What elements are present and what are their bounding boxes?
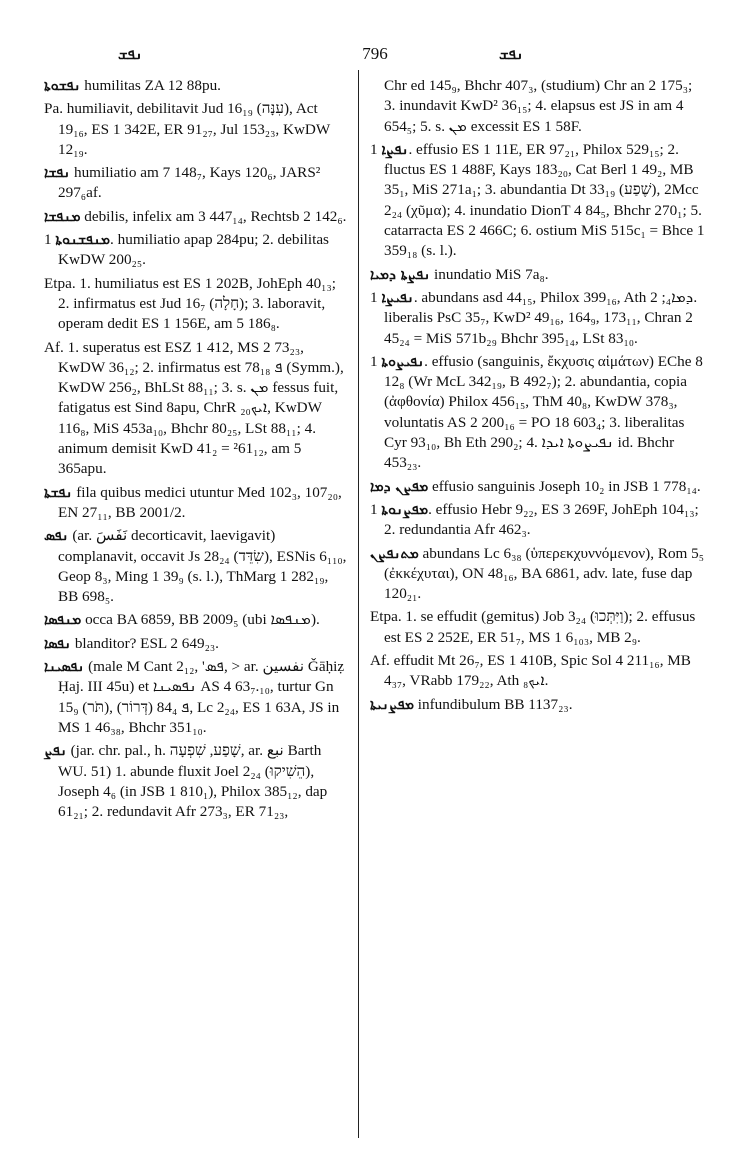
headword: ܡܦܨܢܝܬܐ bbox=[370, 696, 414, 713]
headword: ܢܦܣ bbox=[44, 528, 69, 545]
page-header bbox=[0, 44, 750, 66]
dictionary-entry bbox=[44, 274, 349, 335]
entry-text: 1. effusio ES 1 11E, ER 97₂₁, Philox 529₁₅; 2. fluctus ES 1 488F, Kays 183₂₀, Cat Berl 1 49₂, MB 35₁, MiS 271a₁; 3. abundantia Dt 33₁₉ (שֶׁפַע), 2Mcc 2₂₄ (χῦμα); 4. inundatio DionT 4 84₅, Bhchr 270₁; 5. catarracta ES 2 466C; 6. ostium MiS 515c₁ = Bhce 1 359₁₈ (s. l.). bbox=[370, 140, 705, 260]
entry-text: debilis, infelix am 3 447₁₄, Rechtsb 2 142₆. bbox=[80, 207, 347, 225]
dictionary-entry bbox=[370, 477, 706, 497]
dictionary-entry bbox=[370, 140, 706, 262]
headword: ܢܦܝܨܘܬܐ bbox=[381, 353, 425, 370]
dictionary-entry bbox=[44, 230, 349, 271]
dictionary-entry bbox=[44, 76, 349, 96]
entry-text: Af. effudit Mt 26₇, ES 1 410B, Spic Sol 4 211₁₆, MB 4₃₇, VRabb 179₂₂, Ath ܐܝܟ₈. bbox=[370, 652, 691, 690]
headword: ܢܦܨܐ bbox=[381, 141, 409, 158]
entry-text: infundibulum BB 1137₂₃. bbox=[413, 695, 573, 713]
dictionary-entry bbox=[44, 483, 349, 524]
headword: ܡܬܢܦܨܢ bbox=[370, 545, 419, 562]
headword: ܢܦܫܘܬܐ bbox=[44, 78, 81, 94]
dictionary-entry bbox=[44, 741, 349, 822]
entry-text: abundans Lc 6₃₈ (ὑπερεκχυννόμενον), Rom 5₅ (ἐκκέχυται), ON 48₁₆, BA 6861, adv. late, fuse dap 120₂₁. bbox=[384, 544, 705, 603]
entry-text: 1. humiliatio apap 284pu; 2. debilitas KwDW 200₂₅. bbox=[44, 231, 329, 269]
headword: ܡܢܦܫܐ bbox=[44, 208, 81, 225]
dictionary-entry bbox=[370, 500, 706, 541]
running-head-right: ܢܦܫ bbox=[499, 47, 524, 63]
right-column bbox=[370, 76, 706, 718]
entry-text: 1. abundans asd 44₁₅, Philox 399₁₆, Ath ܕܡܐ₄; 2. liberalis PsC 35₇, KwD² 49₁₆, 164₉, 173₁₁, Chran 2 45₂₄ = MiS 571b₂₉ Bhchr 395₁₄, LSt 83₁₀. bbox=[370, 288, 698, 347]
dictionary-entry bbox=[370, 265, 706, 285]
entry-text: blanditor? ESL 2 649₂₃. bbox=[71, 634, 219, 652]
dictionary-entry bbox=[44, 163, 349, 204]
dictionary-entry bbox=[370, 651, 706, 692]
entry-text: (jar. chr. pal., h. שָׁפַע, שִׁפְעָה, ar. نبع Barth WU. 51) 1. abunde fluxit Joel 2₂₄ (הֵשִׁיקוּ), Joseph 4₆ (in JSB 1 810₁), Philox 385₁₂, dap 61₂₁; 2. redundavit Afr 273₃, ER 71₂₃, bbox=[58, 742, 328, 821]
dictionary-entry bbox=[370, 288, 706, 349]
headword: ܢܦܣܐ bbox=[44, 635, 72, 652]
dictionary-entry bbox=[370, 695, 706, 715]
headword: ܢܦܫܐ bbox=[44, 165, 71, 182]
headword: ܢܦܣܝܢܐ bbox=[44, 659, 85, 676]
entry-text: occa BA 6859, BB 2009₅ (ubi ܡܢܦܣܐ). bbox=[81, 611, 320, 629]
entry-text: 1. effusio Hebr 9₂₂, ES 3 269F, JohEph 104₁₃; 2. redundantia Afr 462₃. bbox=[370, 500, 699, 539]
dictionary-entry bbox=[44, 99, 349, 160]
entry-text: Pa. humiliavit, debilitavit Jud 16₁₉ (עִנָּה), Act 19₁₆, ES 1 342E, ER 91₂₇, Jul 153₂₃, KwDW 12₁₉. bbox=[44, 100, 330, 158]
dictionary-entry bbox=[370, 352, 706, 474]
headword: ܡܢܦܫܢܘܬܐ bbox=[55, 232, 111, 249]
headword: ܢܦܫܬܐ bbox=[44, 484, 73, 501]
dictionary-entry bbox=[370, 544, 706, 605]
entry-text: Chr ed 145₉, Bhchr 407₃, (studium) Chr an 2 175₃; 3. inundavit KwD² 36₁₅; 4. elapsus est JS in am 4 654₅; 5. s. ܡܢ excessit ES 1 58F. bbox=[384, 77, 693, 135]
page-number: 796 bbox=[362, 44, 388, 63]
entry-text: fila quibus medici utuntur Med 102₃, 107₂₀, EN 27₁₁, BB 2001/2. bbox=[58, 483, 342, 521]
headword: ܢܦܝܨܐ bbox=[381, 289, 414, 306]
headword: ܢܦܨ bbox=[44, 743, 67, 760]
dictionary-entry bbox=[44, 634, 349, 654]
left-column bbox=[44, 76, 349, 825]
column-divider bbox=[358, 70, 359, 1138]
entry-text: effusio sanguinis Joseph 10₂ in JSB 1 778₁₄. bbox=[428, 477, 701, 495]
entry-text: humiliatio am 7 148₇, Kays 120₆, JARS² 297₆af. bbox=[58, 164, 321, 202]
headword: ܢܦܨܬܐ ܕܡܝܐ bbox=[370, 266, 431, 283]
entry-text: inundatio MiS 7a₈. bbox=[430, 265, 549, 283]
dictionary-entry bbox=[44, 610, 349, 630]
entry-text: Af. 1. superatus est ESZ 1 412, MS 2 73₂₃, KwDW 36₁₂; 2. infirmatus est ܦ 78₁₈ (Symm.), KwDW 256₂, BhLSt 88₁₁; 3. s. ܡܢ fessus fuit, fatigatus est Sind 8apu, ChrR ܐܝܟ₂₀, KwDW 116₈, MiS 453a₁₀, Bhchr 80₂₅, LSt 88₁₁; 4. animum demisit KwD 41₂ = ²61₁₂, am 5 365apu. bbox=[44, 338, 344, 478]
running-head-left: ܢܦܫ bbox=[118, 47, 143, 63]
headword: ܡܦܨܢܘܬܐ bbox=[381, 501, 429, 518]
dictionary-entry bbox=[44, 207, 349, 227]
dictionary-entry-continuation bbox=[370, 76, 706, 137]
entry-text: Etpa. 1. humiliatus est ES 1 202B, JohEph 40₁₃; 2. infirmatus est Jud 16₇ (חָלָה); 3. laboravit, operam dedit ES 1 156E, am 5 186₈. bbox=[44, 274, 336, 333]
dictionary-entry bbox=[44, 657, 349, 738]
entry-text: (ar. نَفَسَ decorticavit, laevigavit) complanavit, occavit Js 28₂₄ (שִׂדֵּד), ESNis 6₁₁₀, Geop 8₃, Ming 1 39₉ (s. l.), ThMarg 1 282₁₉, BB 698₅. bbox=[58, 527, 347, 606]
dictionary-entry bbox=[44, 338, 349, 480]
entry-text: humilitas ZA 12 88pu. bbox=[80, 77, 221, 94]
entry-text: Etpa. 1. se effudit (gemitus) Job 3₂₄ (וַיִּתְּכוּ); 2. effusus est ES 2 252E, ER 51₇, MS 1 6₁₀₃, MB 2₉. bbox=[370, 608, 696, 646]
entry-text: (male M Cant 2₁₂, 'ܦܣ, > ar. نفسين Ǧāḥiẓ Ḥaj. III 45u) et ܢܦܣܝܢܐ AS 4 63₇.₁₀, turtur Gn 15₉ (תֹּר), ܦ 84₄ (דְּרוֹר), Lc 2₂₄, ES 1 63A, JS in MS 1 46₃₈, Bhchr 351₁₀. bbox=[58, 658, 345, 736]
headword: ܡܦܨܢ ܕܡܐ bbox=[370, 478, 429, 495]
dictionary-entry bbox=[370, 607, 706, 648]
headword: ܡܢܦܣܐ bbox=[44, 612, 82, 629]
dictionary-entry bbox=[44, 526, 349, 607]
entry-text: 1. effusio (sanguinis, ἔκχυσις αἱμάτων) EChe 8 12₈ (Wr McL 342₁₉, B 492₇); 2. abundantia, copia (ἀφθονία) Philox 456₁₅, ThM 40₈, KwDW 378₃, voluntatis AS 2 200₁₆ = PO 18 603₄; 3. liberalitas Cyr 93₁₀, Bh Eth 290₂; 4. ܢܦܝܨܘܬܐ ܐܝܕܐ id. Bhchr 453₂₃. bbox=[370, 352, 703, 472]
